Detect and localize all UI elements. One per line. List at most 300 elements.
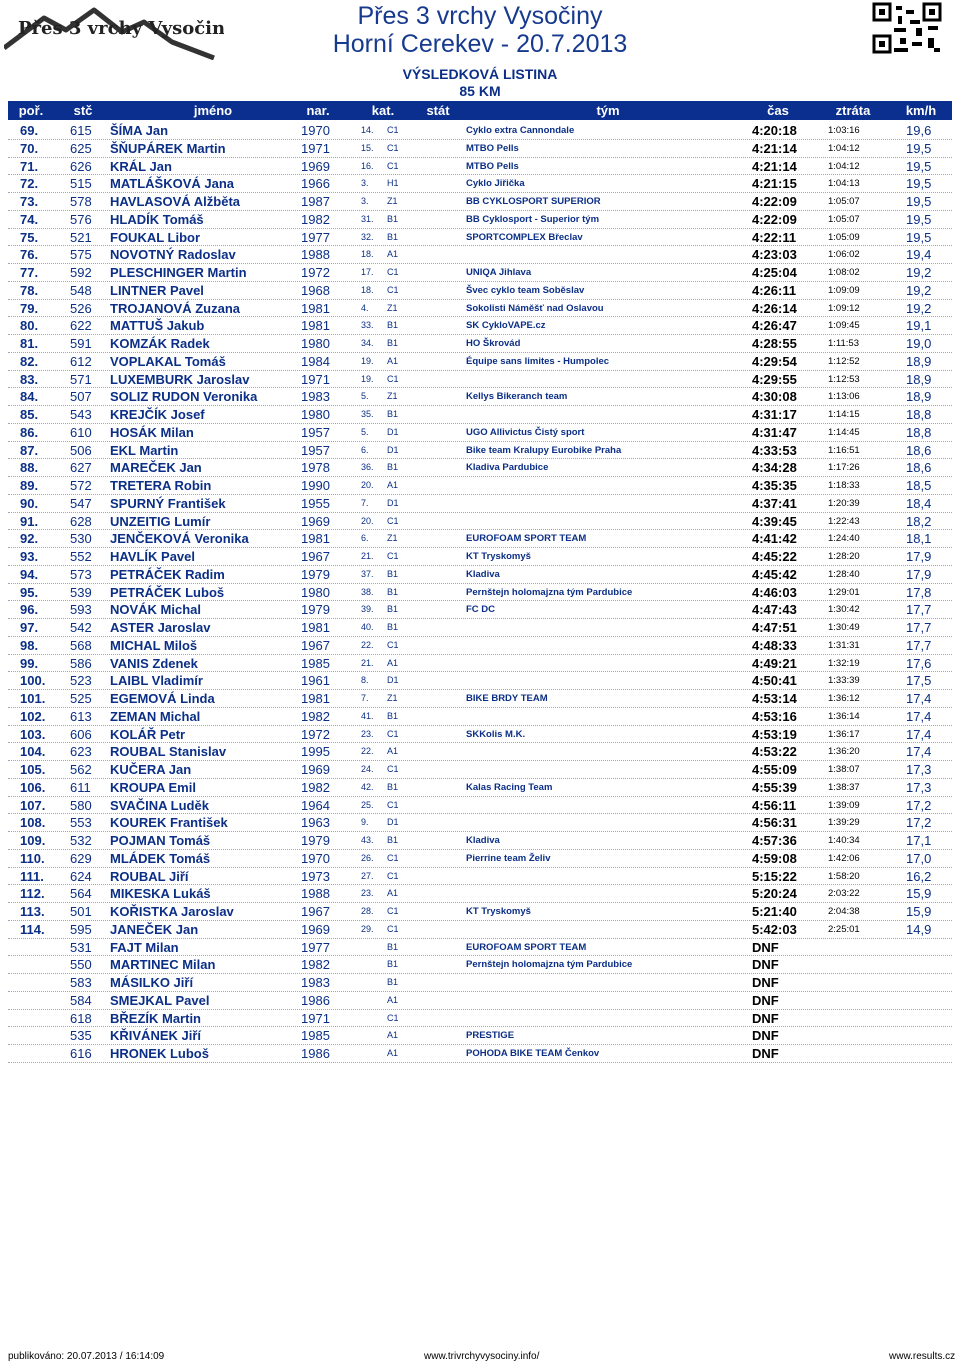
start-number: 623 <box>70 744 92 760</box>
rider-name: VOPLAKAL Tomáš <box>110 353 226 369</box>
start-number: 530 <box>70 531 92 547</box>
team-name: Pernštejn holomajzna tým Pardubice <box>466 586 633 598</box>
avg-speed: 18,6 <box>906 460 932 476</box>
qr-code-icon <box>872 2 942 54</box>
finish-time: 4:56:11 <box>752 797 797 813</box>
rank: 112. <box>20 886 45 902</box>
rank: 102. <box>20 708 46 724</box>
category-rank: 19. <box>361 355 374 366</box>
category: C1 <box>387 764 399 774</box>
category-rank: 5. <box>361 426 369 437</box>
avg-speed: 19,2 <box>906 282 932 298</box>
rank: 72. <box>20 176 39 192</box>
birth-year: 1980 <box>301 336 330 351</box>
birth-year: 1955 <box>301 495 330 511</box>
category-rank: 23. <box>361 888 374 899</box>
avg-speed: 18,9 <box>906 389 932 405</box>
avg-speed: 18,2 <box>906 513 932 529</box>
col-poradi: poř. <box>18 103 44 118</box>
start-number: 622 <box>70 318 92 334</box>
avg-speed: 17,4 <box>906 726 932 742</box>
table-row <box>8 868 952 886</box>
finish-time: 4:25:04 <box>752 265 797 280</box>
rider-name: FOUKAL Libor <box>110 229 201 245</box>
table-row <box>8 601 952 619</box>
avg-speed: 18,9 <box>906 371 932 387</box>
start-number: 580 <box>70 797 92 813</box>
col-stat: stát <box>426 103 450 118</box>
birth-year: 1964 <box>301 797 330 813</box>
finish-time: DNF <box>752 975 779 990</box>
category-rank: 20. <box>361 480 374 490</box>
birth-year: 1987 <box>301 194 330 209</box>
category-rank: 8. <box>361 675 369 686</box>
table-row <box>8 158 952 176</box>
finish-time: 4:22:09 <box>752 211 797 227</box>
category-rank: 35. <box>361 409 374 419</box>
category: Z1 <box>387 302 398 313</box>
category: C1 <box>387 923 399 934</box>
rider-name: NOVOTNÝ Radoslav <box>110 247 236 263</box>
start-number: 571 <box>70 371 92 387</box>
team-name: BB CYKLOSPORT SUPERIOR <box>466 196 601 207</box>
birth-year: 1986 <box>301 992 330 1008</box>
col-narozeni: nar. <box>306 103 330 118</box>
birth-year: 1988 <box>301 886 330 902</box>
time-loss: 1:13:06 <box>828 391 860 403</box>
start-number: 591 <box>70 336 92 351</box>
rank: 88. <box>20 460 39 476</box>
rider-name: KŘIVÁNEK Jiří <box>110 1028 202 1044</box>
start-number: 612 <box>70 353 92 369</box>
avg-speed: 15,9 <box>906 886 932 902</box>
category-rank: 20. <box>361 515 374 526</box>
team-name: Švec cyklo team Soběslav <box>466 284 585 296</box>
avg-speed: 14,9 <box>906 921 932 937</box>
rank: 100. <box>20 673 46 689</box>
team-name: Sokolisti Náměšť nad Oslavou <box>466 302 604 314</box>
time-loss: 1:29:01 <box>828 586 860 598</box>
avg-speed: 15,9 <box>906 904 932 919</box>
finish-time: 4:34:28 <box>752 460 797 476</box>
birth-year: 1990 <box>301 478 330 493</box>
start-number: 593 <box>70 602 92 618</box>
results-heading: VÝSLEDKOVÁ LISTINA <box>402 66 558 82</box>
time-loss: 1:42:06 <box>828 852 860 864</box>
rider-name: KRÁL Jan <box>110 158 172 174</box>
finish-time: DNF <box>752 1028 779 1044</box>
finish-time: 4:55:09 <box>752 762 797 777</box>
team-name: SKKolis M.K. <box>466 728 526 740</box>
avg-speed: 17,4 <box>906 691 932 706</box>
table-row <box>8 246 952 264</box>
rider-name: TRETERA Robin <box>110 478 212 493</box>
time-loss: 1:30:42 <box>828 604 860 616</box>
rank: 77. <box>20 265 39 280</box>
category-rank: 28. <box>361 906 374 916</box>
start-number: 583 <box>70 975 92 990</box>
team-name: PRESTIGE <box>466 1030 515 1042</box>
start-number: 521 <box>70 229 92 245</box>
finish-time: 4:31:47 <box>752 424 797 440</box>
table-row <box>8 850 952 868</box>
event-website-link[interactable]: www.trivrchyvysociny.info/ <box>424 1351 540 1362</box>
category-rank: 9. <box>361 817 369 828</box>
start-number: 586 <box>70 655 92 671</box>
start-number: 618 <box>70 1010 92 1026</box>
time-loss: 1:09:09 <box>828 284 860 296</box>
birth-year: 1972 <box>301 265 330 280</box>
avg-speed: 19,6 <box>906 123 932 138</box>
time-loss: 1:05:07 <box>828 196 860 207</box>
table-row <box>8 353 952 371</box>
category-rank: 6. <box>361 533 369 544</box>
avg-speed: 19,0 <box>906 336 932 351</box>
category-rank: 41. <box>361 710 374 721</box>
rank: 82. <box>20 353 39 369</box>
rider-name: HAVLASOVÁ Alžběta <box>110 194 241 209</box>
table-row <box>8 566 952 584</box>
birth-year: 1969 <box>301 762 330 777</box>
time-loss: 1:14:15 <box>828 409 860 420</box>
avg-speed: 16,2 <box>906 868 932 884</box>
avg-speed: 19,5 <box>906 140 932 156</box>
category: B1 <box>387 231 399 242</box>
finish-time: 5:15:22 <box>752 868 797 884</box>
table-row <box>8 779 952 797</box>
start-number: 542 <box>70 620 92 635</box>
time-loss: 1:40:34 <box>828 835 860 846</box>
rank: 86. <box>20 424 39 440</box>
rider-name: ŠÍMA Jan <box>110 123 169 138</box>
finish-time: 4:47:51 <box>752 620 797 635</box>
rider-name: TROJANOVÁ Zuzana <box>110 300 241 316</box>
rank: 114. <box>20 921 45 937</box>
start-number: 539 <box>70 584 92 600</box>
team-name: KT Tryskomyš <box>466 551 531 562</box>
category: C1 <box>387 515 399 526</box>
finish-time: 4:26:11 <box>752 282 797 298</box>
rider-name: PETRÁČEK Luboš <box>110 584 225 600</box>
start-number: 611 <box>70 779 91 795</box>
table-row <box>8 175 952 193</box>
rider-name: MLÁDEK Tomáš <box>110 850 211 866</box>
category-rank: 22. <box>361 639 374 650</box>
team-name: Cyklo Jiřička <box>466 178 525 190</box>
birth-year: 1981 <box>301 531 330 547</box>
avg-speed: 17,1 <box>906 833 932 848</box>
team-name: Kellys Bikeranch team <box>466 391 568 403</box>
table-row <box>8 797 952 815</box>
start-number: 552 <box>70 549 92 564</box>
team-name: KT Tryskomyš <box>466 906 531 917</box>
time-loss: 1:08:02 <box>828 267 860 278</box>
start-number: 501 <box>70 904 92 919</box>
birth-year: 1986 <box>301 1046 330 1061</box>
rider-name: ŠŇUPÁREK Martin <box>110 140 226 156</box>
category-rank: 25. <box>361 799 374 810</box>
start-number: 627 <box>70 460 92 476</box>
finish-time: 5:20:24 <box>752 886 797 902</box>
rank: 99. <box>20 655 39 671</box>
start-number: 576 <box>70 211 92 227</box>
start-number: 568 <box>70 637 92 653</box>
time-loss: 1:12:52 <box>828 355 860 367</box>
table-row <box>8 992 952 1010</box>
category: D1 <box>387 817 399 828</box>
avg-speed: 17,3 <box>906 779 932 795</box>
category-rank: 33. <box>361 320 374 331</box>
table-row <box>8 584 952 602</box>
category-rank: 15. <box>361 142 374 153</box>
time-loss: 1:20:39 <box>828 497 860 509</box>
category: D1 <box>387 444 399 455</box>
time-loss: 1:05:09 <box>828 231 860 243</box>
table-row <box>8 317 952 335</box>
table-row <box>8 371 952 389</box>
category: B1 <box>387 409 399 419</box>
rider-name: SMEJKAL Pavel <box>110 992 210 1008</box>
birth-year: 1983 <box>301 389 330 405</box>
time-loss: 1:38:07 <box>828 764 860 775</box>
start-number: 584 <box>70 992 92 1008</box>
finish-time: 4:22:11 <box>752 229 797 245</box>
finish-time: 4:57:36 <box>752 833 797 848</box>
avg-speed: 19,4 <box>906 247 932 263</box>
category: B1 <box>387 568 399 579</box>
rider-name: KOUREK František <box>110 815 228 831</box>
category: C1 <box>387 852 399 863</box>
avg-speed: 17,0 <box>906 850 932 866</box>
time-loss: 1:36:12 <box>828 693 860 704</box>
rank: 69. <box>20 123 39 138</box>
category: C1 <box>387 551 399 561</box>
time-loss: 1:09:12 <box>828 302 860 314</box>
avg-speed: 18,4 <box>906 495 932 511</box>
time-loss: 1:14:45 <box>828 426 860 438</box>
finish-time: DNF <box>752 939 779 955</box>
rank: 85. <box>20 407 39 422</box>
birth-year: 1967 <box>301 549 330 564</box>
start-number: 547 <box>70 495 92 511</box>
finish-time: 4:23:03 <box>752 247 797 263</box>
start-number: 553 <box>70 815 92 831</box>
category: C1 <box>387 1012 399 1023</box>
birth-year: 1978 <box>301 460 330 476</box>
table-row <box>8 424 952 442</box>
start-number: 624 <box>70 868 92 884</box>
category-rank: 5. <box>361 391 369 402</box>
finish-time: 4:30:08 <box>752 389 797 405</box>
table-row <box>8 956 952 974</box>
finish-time: DNF <box>752 992 779 1008</box>
finish-time: 4:48:33 <box>752 637 797 653</box>
time-loss: 1:09:45 <box>828 320 860 332</box>
rider-name: ROUBAL Stanislav <box>110 744 227 760</box>
category-rank: 29. <box>361 923 374 934</box>
start-number: 525 <box>70 691 92 706</box>
category: C1 <box>387 639 399 650</box>
finish-time: 4:53:16 <box>752 708 797 724</box>
avg-speed: 19,5 <box>906 176 932 192</box>
finish-time: 4:47:43 <box>752 602 797 618</box>
start-number: 629 <box>70 850 92 866</box>
category: Z1 <box>387 391 398 402</box>
birth-year: 1979 <box>301 566 330 582</box>
time-loss: 1:39:09 <box>828 799 860 811</box>
rank: 70. <box>20 140 39 156</box>
start-number: 531 <box>70 939 92 955</box>
results-website-link[interactable]: www.results.cz <box>889 1351 956 1362</box>
team-name: SK CykloVAPE.cz <box>466 320 546 332</box>
category: C1 <box>387 142 399 153</box>
table-row <box>8 140 952 158</box>
table-row <box>8 1010 952 1028</box>
category-rank: 39. <box>361 604 374 615</box>
avg-speed: 19,1 <box>906 318 932 334</box>
time-loss: 1:36:17 <box>828 728 860 740</box>
table-row <box>8 406 952 424</box>
time-loss: 1:38:37 <box>828 781 860 793</box>
rank: 76. <box>20 247 39 263</box>
time-loss: 1:28:40 <box>828 568 860 580</box>
category: A1 <box>387 657 399 668</box>
category: B1 <box>387 959 399 970</box>
rider-name: KUČERA Jan <box>110 762 192 777</box>
birth-year: 1985 <box>301 1028 330 1044</box>
col-km-h: km/h <box>905 103 937 118</box>
birth-year: 1957 <box>301 424 330 440</box>
rank: 74. <box>20 211 39 227</box>
time-loss: 1:22:43 <box>828 515 860 527</box>
team-name: SPORTCOMPLEX Břeclav <box>466 231 583 243</box>
rider-name: EGEMOVÁ Linda <box>110 691 215 706</box>
rank: 113. <box>20 904 45 919</box>
category: B1 <box>387 622 399 632</box>
category-rank: 19. <box>361 373 374 384</box>
birth-year: 1969 <box>301 158 330 174</box>
finish-time: 4:26:47 <box>752 318 797 334</box>
birth-year: 1961 <box>301 673 330 689</box>
category-rank: 6. <box>361 444 369 455</box>
table-row <box>8 1027 952 1045</box>
category: A1 <box>387 355 399 366</box>
rider-name: JANEČEK Jan <box>110 921 199 937</box>
category-rank: 22. <box>361 746 374 757</box>
birth-year: 1979 <box>301 833 330 848</box>
category-rank: 17. <box>361 267 374 277</box>
finish-time: 5:21:40 <box>752 904 797 919</box>
rider-name: PLESCHINGER Martin <box>110 265 247 280</box>
birth-year: 1971 <box>301 1010 330 1026</box>
table-row <box>8 122 952 140</box>
start-number: 578 <box>70 194 92 209</box>
team-name: HO Škrovád <box>466 338 521 349</box>
table-row <box>8 921 952 939</box>
avg-speed: 17,5 <box>906 673 932 689</box>
avg-speed: 18,8 <box>906 407 932 422</box>
table-row <box>8 548 952 566</box>
start-number: 610 <box>70 424 92 440</box>
category: C1 <box>387 160 399 171</box>
col-tym: tým <box>596 103 620 118</box>
category-rank: 16. <box>361 160 374 171</box>
category-rank: 27. <box>361 870 374 881</box>
category-rank: 24. <box>361 764 374 774</box>
rider-name: PETRÁČEK Radim <box>110 566 225 582</box>
category: C1 <box>387 870 399 881</box>
distance-heading: 85 KM <box>459 83 501 99</box>
team-name: Pierrine team Želiv <box>466 852 551 864</box>
birth-year: 1981 <box>301 691 330 706</box>
rider-name: BŘEZÍK Martin <box>110 1010 201 1026</box>
birth-year: 1982 <box>301 779 330 795</box>
start-number: 606 <box>70 726 92 742</box>
category: D1 <box>387 497 399 508</box>
category: D1 <box>387 675 399 686</box>
rank: 105. <box>20 762 46 777</box>
rank: 98. <box>20 637 39 653</box>
rank: 84. <box>20 389 39 405</box>
finish-time: 4:31:17 <box>752 407 797 422</box>
start-number: 550 <box>70 957 92 973</box>
results-table <box>8 122 952 1063</box>
start-number: 575 <box>70 247 92 263</box>
start-number: 523 <box>70 673 92 689</box>
start-number: 507 <box>70 389 92 405</box>
table-row <box>8 211 952 229</box>
category-rank: 37. <box>361 568 374 579</box>
category: A1 <box>387 249 399 260</box>
rank: 73. <box>20 194 39 209</box>
category-rank: 31. <box>361 213 374 224</box>
avg-speed: 18,1 <box>906 531 932 547</box>
rider-name: FAJT Milan <box>110 939 179 955</box>
category-rank: 7. <box>361 693 369 703</box>
col-ztrata: ztráta <box>835 103 871 118</box>
start-number: 515 <box>70 176 92 192</box>
finish-time: 4:33:53 <box>752 442 797 458</box>
category: C1 <box>387 373 399 384</box>
rider-name: KREJČÍK Josef <box>110 407 205 422</box>
category-rank: 3. <box>361 196 369 206</box>
birth-year: 1995 <box>301 744 330 760</box>
category-rank: 4. <box>361 302 369 313</box>
time-loss: 1:36:14 <box>828 710 860 722</box>
birth-year: 1988 <box>301 247 330 263</box>
page-subtitle: Horní Cerekev - 20.7.2013 <box>332 30 628 58</box>
time-loss: 1:04:12 <box>828 160 860 172</box>
finish-time: 4:45:42 <box>752 566 797 582</box>
rider-name: POJMAN Tomáš <box>110 833 211 848</box>
finish-time: 4:29:55 <box>752 371 797 387</box>
team-name: Bike team Kralupy Eurobike Praha <box>466 444 622 456</box>
table-row <box>8 903 952 921</box>
category-rank: 7. <box>361 497 369 508</box>
time-loss: 1:58:20 <box>828 870 860 882</box>
finish-time: 4:53:19 <box>752 726 797 742</box>
table-row <box>8 495 952 513</box>
avg-speed: 17,8 <box>906 584 932 600</box>
category: H1 <box>387 178 399 189</box>
birth-year: 1969 <box>301 513 330 529</box>
avg-speed: 18,5 <box>906 478 932 493</box>
rider-name: MIKESKA Lukáš <box>110 886 211 902</box>
category: C1 <box>387 906 399 916</box>
rank: 92. <box>20 531 39 547</box>
time-loss: 1:12:53 <box>828 373 860 385</box>
time-loss: 2:25:01 <box>828 923 860 935</box>
